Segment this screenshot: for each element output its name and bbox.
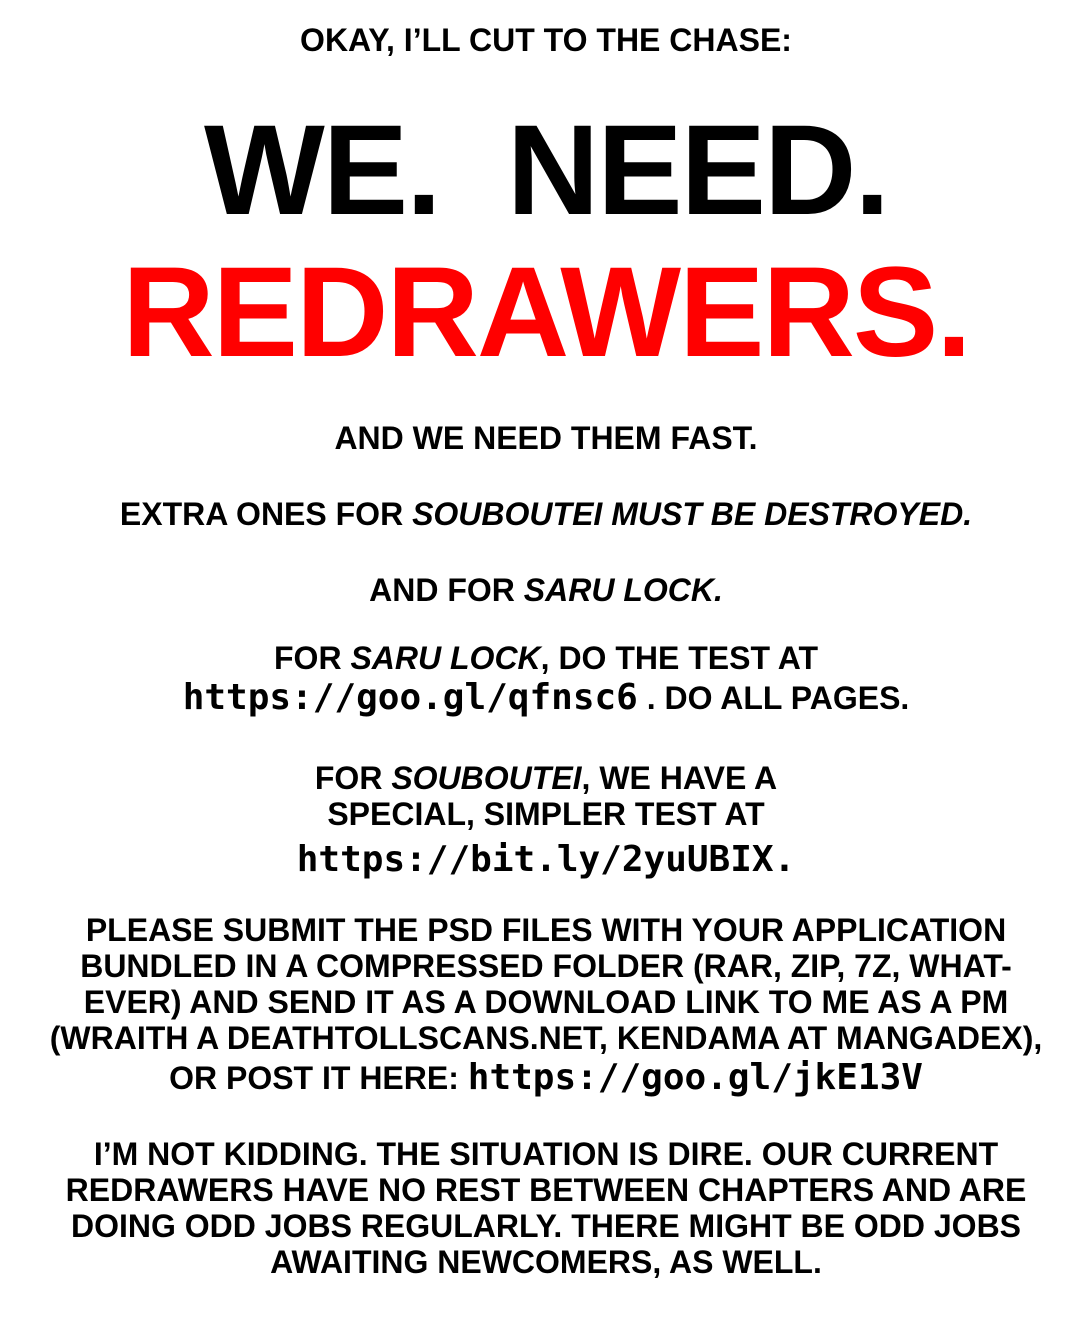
saru-lock-title: SARU LOCK. <box>523 572 723 608</box>
saru-test-block <box>0 640 1092 720</box>
saru-lock-title-2: SARU LOCK <box>350 640 541 676</box>
souboutei-test-url-line <box>0 838 1092 882</box>
headline-we-need: WE. NEED. <box>203 99 889 242</box>
extra-redrawers-line <box>0 496 1092 532</box>
souboutei-test-line1 <box>0 760 1092 796</box>
saru-test-url-post: . DO ALL PAGES. <box>637 680 910 716</box>
submission-line-3: EVER) AND SEND IT AS A DOWNLOAD LINK TO ME AS A PM <box>83 984 1009 1020</box>
closing-line-2: REDRAWERS HAVE NO REST BETWEEN CHAPTERS AND ARE <box>65 1172 1027 1208</box>
submission-line-1: PLEASE SUBMIT THE PSD FILES WITH YOUR APPLICATION <box>85 912 1007 948</box>
closing-line-1: I’M NOT KIDDING. THE SITUATION IS DIRE. OUR CURRENT <box>93 1136 999 1172</box>
closing-paragraph <box>0 1136 1092 1280</box>
saru-test-url-line <box>0 676 1092 720</box>
saru-test-url: https://goo.gl/qfnsc6 <box>182 677 638 718</box>
closing-line-3: DOING ODD JOBS REGULARLY. THERE MIGHT BE ODD JOBS <box>70 1208 1022 1244</box>
extra-pre-text: EXTRA ONES FOR <box>119 496 413 532</box>
souboutei-test-block <box>0 760 1092 882</box>
souboutei-test-url: https://bit.ly/2yuUBIX. <box>296 839 796 880</box>
urgency-text: AND WE NEED THEM FAST. <box>334 420 758 456</box>
intro-line: OKAY, I’LL CUT TO THE CHASE: <box>300 22 792 58</box>
souboutei-test-post: , WE HAVE A <box>581 760 778 796</box>
submission-line-4: (WRAITH A DEATHTOLLSCANS.NET, KENDAMA AT MANGADEX), <box>49 1020 1043 1056</box>
souboutei-test-pre: FOR <box>314 760 392 796</box>
souboutei-test-line2: SPECIAL, SIMPLER TEST AT <box>327 796 765 832</box>
submission-line-2: BUNDLED IN A COMPRESSED FOLDER (RAR, ZIP, 7Z, WHAT- <box>80 948 1012 984</box>
post-it-here-text: OR POST IT HERE: <box>169 1060 468 1096</box>
saru-pre-text: AND FOR <box>369 572 524 608</box>
souboutei-title-2: SOUBOUTEI <box>391 760 582 796</box>
saru-test-line <box>0 640 1092 676</box>
post-it-here-url: https://goo.gl/jkE13V <box>467 1057 923 1098</box>
saru-test-post: , DO THE TEST AT <box>540 640 818 676</box>
headline-redrawers: REDRAWERS. <box>122 241 970 384</box>
closing-line-4: AWAITING NEWCOMERS, AS WELL. <box>270 1244 822 1280</box>
urgency-line <box>0 420 1092 456</box>
submission-paragraph <box>0 912 1092 1100</box>
souboutei-title: SOUBOUTEI MUST BE DESTROYED. <box>412 496 973 532</box>
post-it-here-line <box>0 1056 1092 1100</box>
saru-test-pre: FOR <box>274 640 351 676</box>
saru-lock-line <box>0 572 1092 608</box>
